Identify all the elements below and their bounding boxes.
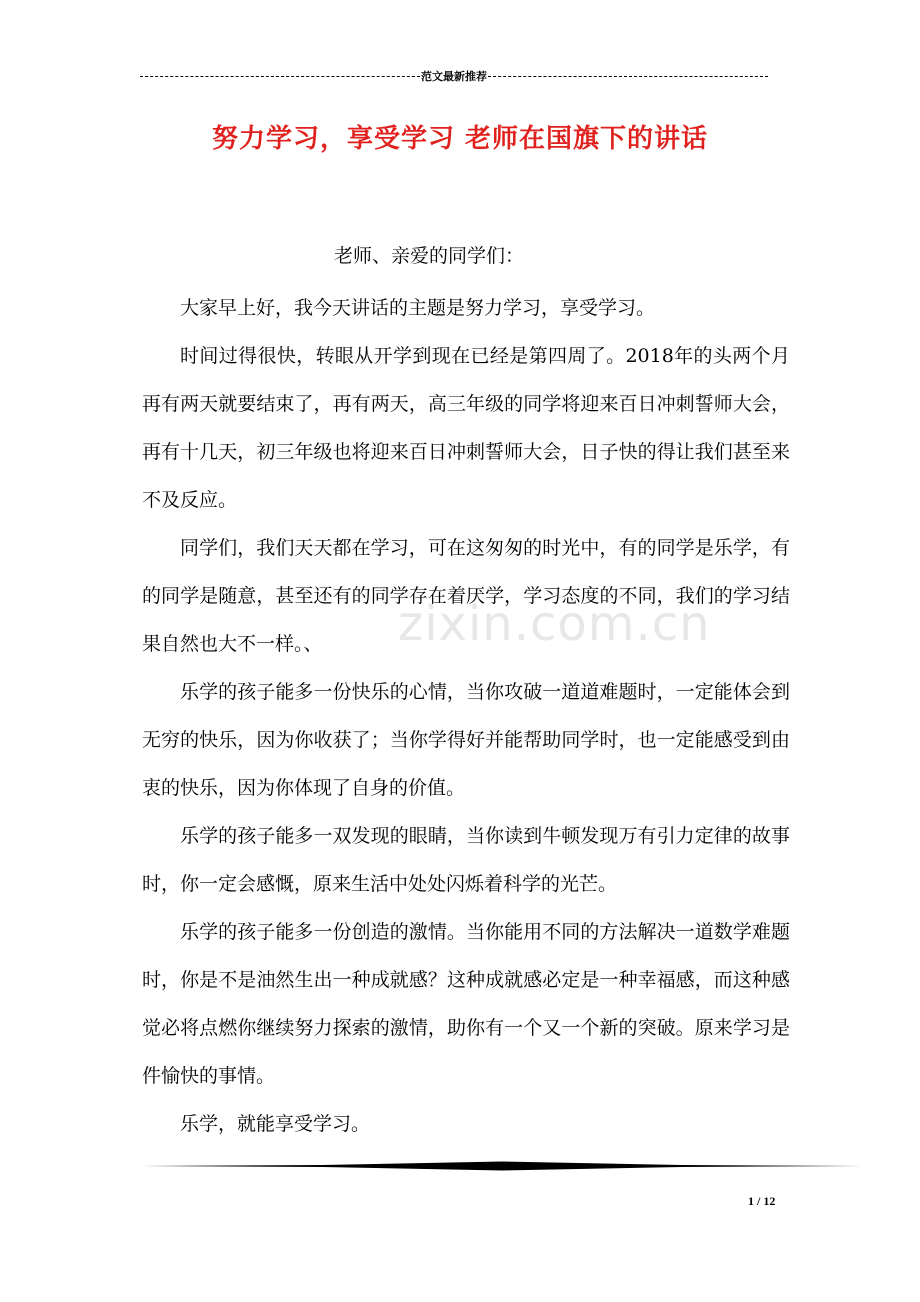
page-header (140, 66, 768, 86)
header-dashed-rule-left (140, 76, 420, 77)
header-dashed-rule-right (488, 76, 768, 77)
paragraph: 乐学的孩子能多一份快乐的心情，当你攻破一道道难题时，一定能体会到无穷的快乐，因为你收获了；当你学得好并能帮助同学时，也一定能感受到由衷的快乐，因为你体现了自身的价值。 (142, 681, 790, 799)
page-number: 1 / 12 (748, 1194, 776, 1208)
header-label: 范文最新推荐 (421, 70, 487, 83)
footer-rule (142, 1160, 862, 1172)
paragraph: 同学们，我们天天都在学习，可在这匆匆的时光中，有的同学是乐学，有的同学是随意，甚至还有的同学存在着厌学，学习态度的不同，我们的学习结果自然也大不一样。、 (142, 537, 790, 655)
document-body (142, 284, 790, 1148)
paragraph: 乐学的孩子能多一双发现的眼睛，当你读到牛顿发现万有引力定律的故事时，你一定会感慨，原来生活中处处闪烁着科学的光芒。 (142, 825, 790, 895)
salutation: 老师、亲爱的同学们： (334, 245, 525, 267)
watermark: zixin.com.cn (398, 596, 711, 652)
paragraph: 乐学，就能享受学习。 (180, 1113, 371, 1135)
paragraph: 大家早上好，我今天讲话的主题是努力学习，享受学习。 (180, 297, 656, 319)
paragraph: 时间过得很快，转眼从开学到现在已经是第四周了。2018年的头两个月再有两天就要结束了，再有两天，高三年级的同学将迎来百日冲刺誓师大会，再有十几天，初三年级也将迎来百日冲刺誓师大会，日子快的得让我们甚至来不及反应。 (142, 345, 790, 511)
document-title: 努力学习，享受学习 老师在国旗下的讲话 (211, 124, 709, 154)
paragraph: 乐学的孩子能多一份创造的激情。当你能用不同的方法解决一道数学难题时，你是不是油然生出一种成就感？这种成就感必定是一种幸福感，而这种感觉必将点燃你继续努力探索的激情，助你有一个又一个新的突破。原来学习是件愉快的事情。 (142, 921, 790, 1087)
